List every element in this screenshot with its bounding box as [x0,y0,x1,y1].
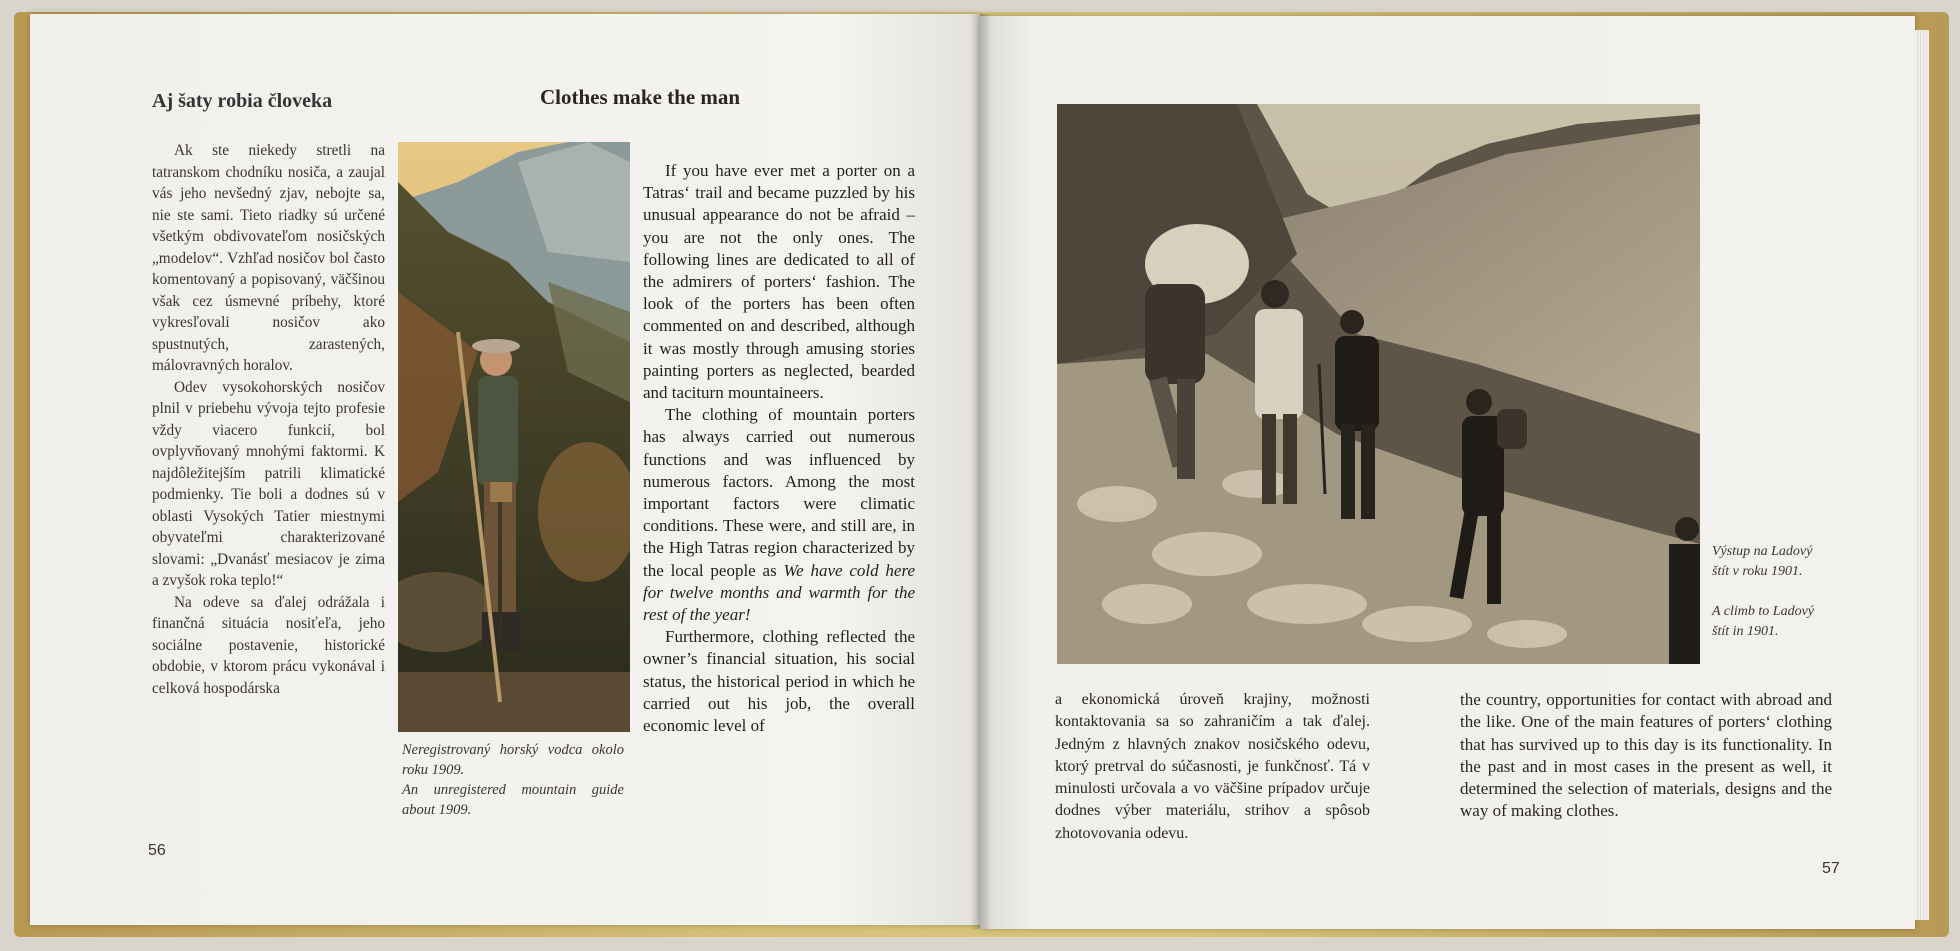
slovak-paragraph: Odev vysokohorských nosičov plnil v priebehu vývoja tejto profesie vždy viacero funkcií, bol ovplyvňovaný mnohými faktormi. K najdôležitejším patrili klimatické podmienky. Tie boli a dodnes sú v oblasti Vysokých Tatier miestnymi obyvateľmi charakterizované slovami: „Dvanásť mesiacov je zima a zvyšok roka teplo!“ [152,378,385,589]
page-title-slovak: Aj šaty robia človeka [152,90,333,112]
photo-climb-ladovy-stit [1057,104,1700,664]
caption-slovak: Výstup na Ladový štít v roku 1901. [1712,544,1813,579]
page-number-right: 57 [1822,860,1840,877]
slovak-text-bottom: a ekonomická úroveň krajiny, možnosti kontaktovania sa so zahraničím a tak ďalej. Jedným z hlavných znakov nosičského odevu, ktorý pretrval do súčasnosti, je funkčnosť. Tá v minulosti určovala a vo väčšine prípadov určuje dodnes výber materiálu, strihov a spôsob zhotovovania odevu. [1055,691,1370,842]
page-number-left: 56 [148,842,166,859]
photo-caption-right [1712,542,1832,642]
quote-italic: We have cold here for twelve months and warmth for the rest of the year! [643,560,915,625]
slovak-text-column [152,140,385,699]
photo-caption-left [402,740,624,820]
english-text-bottom: the country, opportunities for contact with abroad and the like. One of the main features of porters‘ clothing that has survived up to this day is its functionality. In the past and in most cases in the present as well, it determined the selection of materials, designs and the way of making clothes. [1460,690,1832,821]
caption-english: A climb to Ladový štít in 1901. [1712,604,1815,639]
page-edges [1915,30,1929,920]
english-paragraph: Furthermore, clothing reflected the owner’s financial situation, his social status, the historical period in which he carried out his job, the overall economic level of [643,627,915,736]
slovak-paragraph: Ak ste niekedy stretli na tatranskom chodníku nosiča, a zaujal vás jeho nevšedný zjav, nebojte sa, nie ste sami. Tieto riadky sú určené všetkým obdivovateľom nosičských „modelov“. Vzhľad nosičov bol často komentovaný a popisovaný, väčšinou však cez úsmevné príbehy, ktoré vykresľovali nosičov ako spustnutých, zarastených, málovravných horalov. [152,142,385,374]
book-gutter [970,14,992,929]
english-paragraph [643,404,915,626]
english-paragraph: If you have ever met a porter on a Tatras‘ trail and became puzzled by his unusual appearance do not be afraid – you are not the only ones. The following lines are dedicated to all of the admirers of porters‘ fashion. The look of the porters has been often commented on and described, although it was mostly through amusing stories painting porters as neglected, bearded and taciturn mountaineers. [643,161,915,403]
english-paragraph-text: The clothing of mountain porters has always carried out numerous functions and was influenced by numerous factors. Among the most important factors were climatic conditions. These were, and still are, in the High Tatras region characterized by the local people as [643,405,915,580]
photo-mountain-guide [398,142,630,732]
page-title-english: Clothes make the man [540,85,741,109]
english-text-column [643,160,915,737]
caption-slovak: Neregistrovaný horský vodca okolo roku 1909. [402,742,624,778]
caption-english: An unregistered mountain guide about 1909. [402,782,624,818]
slovak-paragraph: Na odeve sa ďalej odrážala i finančná situácia nosiťeľa, jeho sociálne postavenie, historické obdobie, v ktorom prácu vykonával i celková hospodárska [152,593,385,697]
